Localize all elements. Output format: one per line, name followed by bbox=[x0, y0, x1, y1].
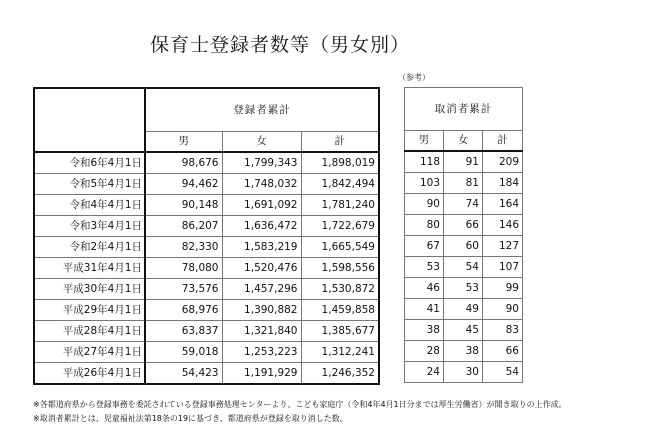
total-cell: 1,530,872 bbox=[301, 279, 379, 300]
female-cell: 1,636,472 bbox=[222, 216, 301, 237]
column-header-female: 女 bbox=[444, 131, 483, 152]
female-cell: 38 bbox=[444, 341, 483, 362]
total-cell: 1,459,858 bbox=[301, 300, 379, 321]
male-cell: 24 bbox=[405, 362, 444, 383]
table-row bbox=[405, 194, 523, 215]
male-cell: 54,423 bbox=[145, 363, 222, 385]
cancellations-group-header: 取消者累計 bbox=[405, 88, 523, 131]
corner-cell bbox=[34, 88, 145, 152]
female-cell: 1,748,032 bbox=[222, 174, 301, 195]
table-row bbox=[34, 216, 379, 237]
total-cell: 1,781,240 bbox=[301, 195, 379, 216]
registrants-table bbox=[33, 87, 380, 385]
table-row bbox=[34, 237, 379, 258]
female-cell: 53 bbox=[444, 278, 483, 299]
female-cell: 30 bbox=[444, 362, 483, 383]
total-cell: 1,312,241 bbox=[301, 342, 379, 363]
date-cell: 令和5年4月1日 bbox=[34, 174, 145, 195]
female-cell: 1,390,882 bbox=[222, 300, 301, 321]
male-cell: 82,330 bbox=[145, 237, 222, 258]
total-cell: 209 bbox=[483, 151, 523, 173]
table-row bbox=[34, 321, 379, 342]
date-cell: 平成27年4月1日 bbox=[34, 342, 145, 363]
total-cell: 1,598,556 bbox=[301, 258, 379, 279]
table-row bbox=[405, 236, 523, 257]
female-cell: 54 bbox=[444, 257, 483, 278]
female-cell: 91 bbox=[444, 151, 483, 173]
female-cell: 1,321,840 bbox=[222, 321, 301, 342]
column-header-male: 男 bbox=[405, 131, 444, 152]
female-cell: 81 bbox=[444, 173, 483, 194]
female-cell: 1,583,219 bbox=[222, 237, 301, 258]
male-cell: 94,462 bbox=[145, 174, 222, 195]
female-cell: 49 bbox=[444, 299, 483, 320]
male-cell: 67 bbox=[405, 236, 444, 257]
table-row bbox=[34, 342, 379, 363]
male-cell: 46 bbox=[405, 278, 444, 299]
column-header-male: 男 bbox=[145, 132, 222, 153]
female-cell: 74 bbox=[444, 194, 483, 215]
total-cell: 83 bbox=[483, 320, 523, 341]
female-cell: 1,191,929 bbox=[222, 363, 301, 385]
male-cell: 28 bbox=[405, 341, 444, 362]
total-cell: 1,385,677 bbox=[301, 321, 379, 342]
female-cell: 1,691,092 bbox=[222, 195, 301, 216]
total-cell: 1,722,679 bbox=[301, 216, 379, 237]
male-cell: 90,148 bbox=[145, 195, 222, 216]
footnote-source: ※各都道府県から登録事務を委託されている登録事務処理センターより、こども家庭庁（令和4年4月1日分までは厚生労働省）が聞き取りの上作成。 bbox=[33, 400, 567, 409]
table-row bbox=[34, 300, 379, 321]
male-cell: 78,080 bbox=[145, 258, 222, 279]
total-cell: 66 bbox=[483, 341, 523, 362]
date-cell: 令和6年4月1日 bbox=[34, 152, 145, 174]
total-cell: 1,898,019 bbox=[301, 152, 379, 174]
date-cell: 平成30年4月1日 bbox=[34, 279, 145, 300]
date-cell: 令和4年4月1日 bbox=[34, 195, 145, 216]
date-cell: 令和2年4月1日 bbox=[34, 237, 145, 258]
date-cell: 平成28年4月1日 bbox=[34, 321, 145, 342]
table-row bbox=[405, 215, 523, 236]
male-cell: 118 bbox=[405, 151, 444, 173]
table-row bbox=[405, 320, 523, 341]
table-row bbox=[34, 174, 379, 195]
female-cell: 1,520,476 bbox=[222, 258, 301, 279]
table-row bbox=[34, 195, 379, 216]
total-cell: 54 bbox=[483, 362, 523, 383]
table-row bbox=[405, 362, 523, 383]
female-cell: 66 bbox=[444, 215, 483, 236]
total-cell: 99 bbox=[483, 278, 523, 299]
date-cell: 平成26年4月1日 bbox=[34, 363, 145, 385]
male-cell: 90 bbox=[405, 194, 444, 215]
column-header-total: 計 bbox=[301, 132, 379, 153]
date-cell: 平成29年4月1日 bbox=[34, 300, 145, 321]
total-cell: 146 bbox=[483, 215, 523, 236]
table-row bbox=[405, 151, 523, 173]
male-cell: 41 bbox=[405, 299, 444, 320]
female-cell: 1,799,343 bbox=[222, 152, 301, 174]
female-cell: 1,253,223 bbox=[222, 342, 301, 363]
male-cell: 86,207 bbox=[145, 216, 222, 237]
date-cell: 平成31年4月1日 bbox=[34, 258, 145, 279]
column-header-total: 計 bbox=[483, 131, 523, 152]
male-cell: 63,837 bbox=[145, 321, 222, 342]
total-cell: 184 bbox=[483, 173, 523, 194]
table-row bbox=[405, 173, 523, 194]
column-header-female: 女 bbox=[222, 132, 301, 153]
table-row bbox=[405, 257, 523, 278]
total-cell: 107 bbox=[483, 257, 523, 278]
male-cell: 38 bbox=[405, 320, 444, 341]
total-cell: 1,842,494 bbox=[301, 174, 379, 195]
total-cell: 164 bbox=[483, 194, 523, 215]
table-row bbox=[34, 363, 379, 385]
cancellations-table bbox=[404, 87, 523, 383]
male-cell: 73,576 bbox=[145, 279, 222, 300]
footnote-cancellation-definition: ※取消者累計とは、児童福祉法第18条の19に基づき、都道府県が登録を取り消した数。 bbox=[33, 414, 348, 423]
table-row bbox=[34, 152, 379, 174]
male-cell: 80 bbox=[405, 215, 444, 236]
male-cell: 53 bbox=[405, 257, 444, 278]
table-row bbox=[405, 299, 523, 320]
female-cell: 45 bbox=[444, 320, 483, 341]
total-cell: 1,665,549 bbox=[301, 237, 379, 258]
table-row bbox=[405, 278, 523, 299]
table-row bbox=[34, 279, 379, 300]
male-cell: 59,018 bbox=[145, 342, 222, 363]
total-cell: 90 bbox=[483, 299, 523, 320]
female-cell: 1,457,296 bbox=[222, 279, 301, 300]
total-cell: 127 bbox=[483, 236, 523, 257]
total-cell: 1,246,352 bbox=[301, 363, 379, 385]
footnotes bbox=[33, 398, 567, 426]
male-cell: 68,976 bbox=[145, 300, 222, 321]
registrants-group-header: 登録者累計 bbox=[145, 88, 379, 132]
male-cell: 103 bbox=[405, 173, 444, 194]
table-row bbox=[34, 258, 379, 279]
reference-label: （参考） bbox=[398, 73, 430, 82]
male-cell: 98,676 bbox=[145, 152, 222, 174]
table-row bbox=[405, 341, 523, 362]
date-cell: 令和3年4月1日 bbox=[34, 216, 145, 237]
page-title: 保育士登録者数等（男女別） bbox=[149, 34, 410, 56]
female-cell: 60 bbox=[444, 236, 483, 257]
